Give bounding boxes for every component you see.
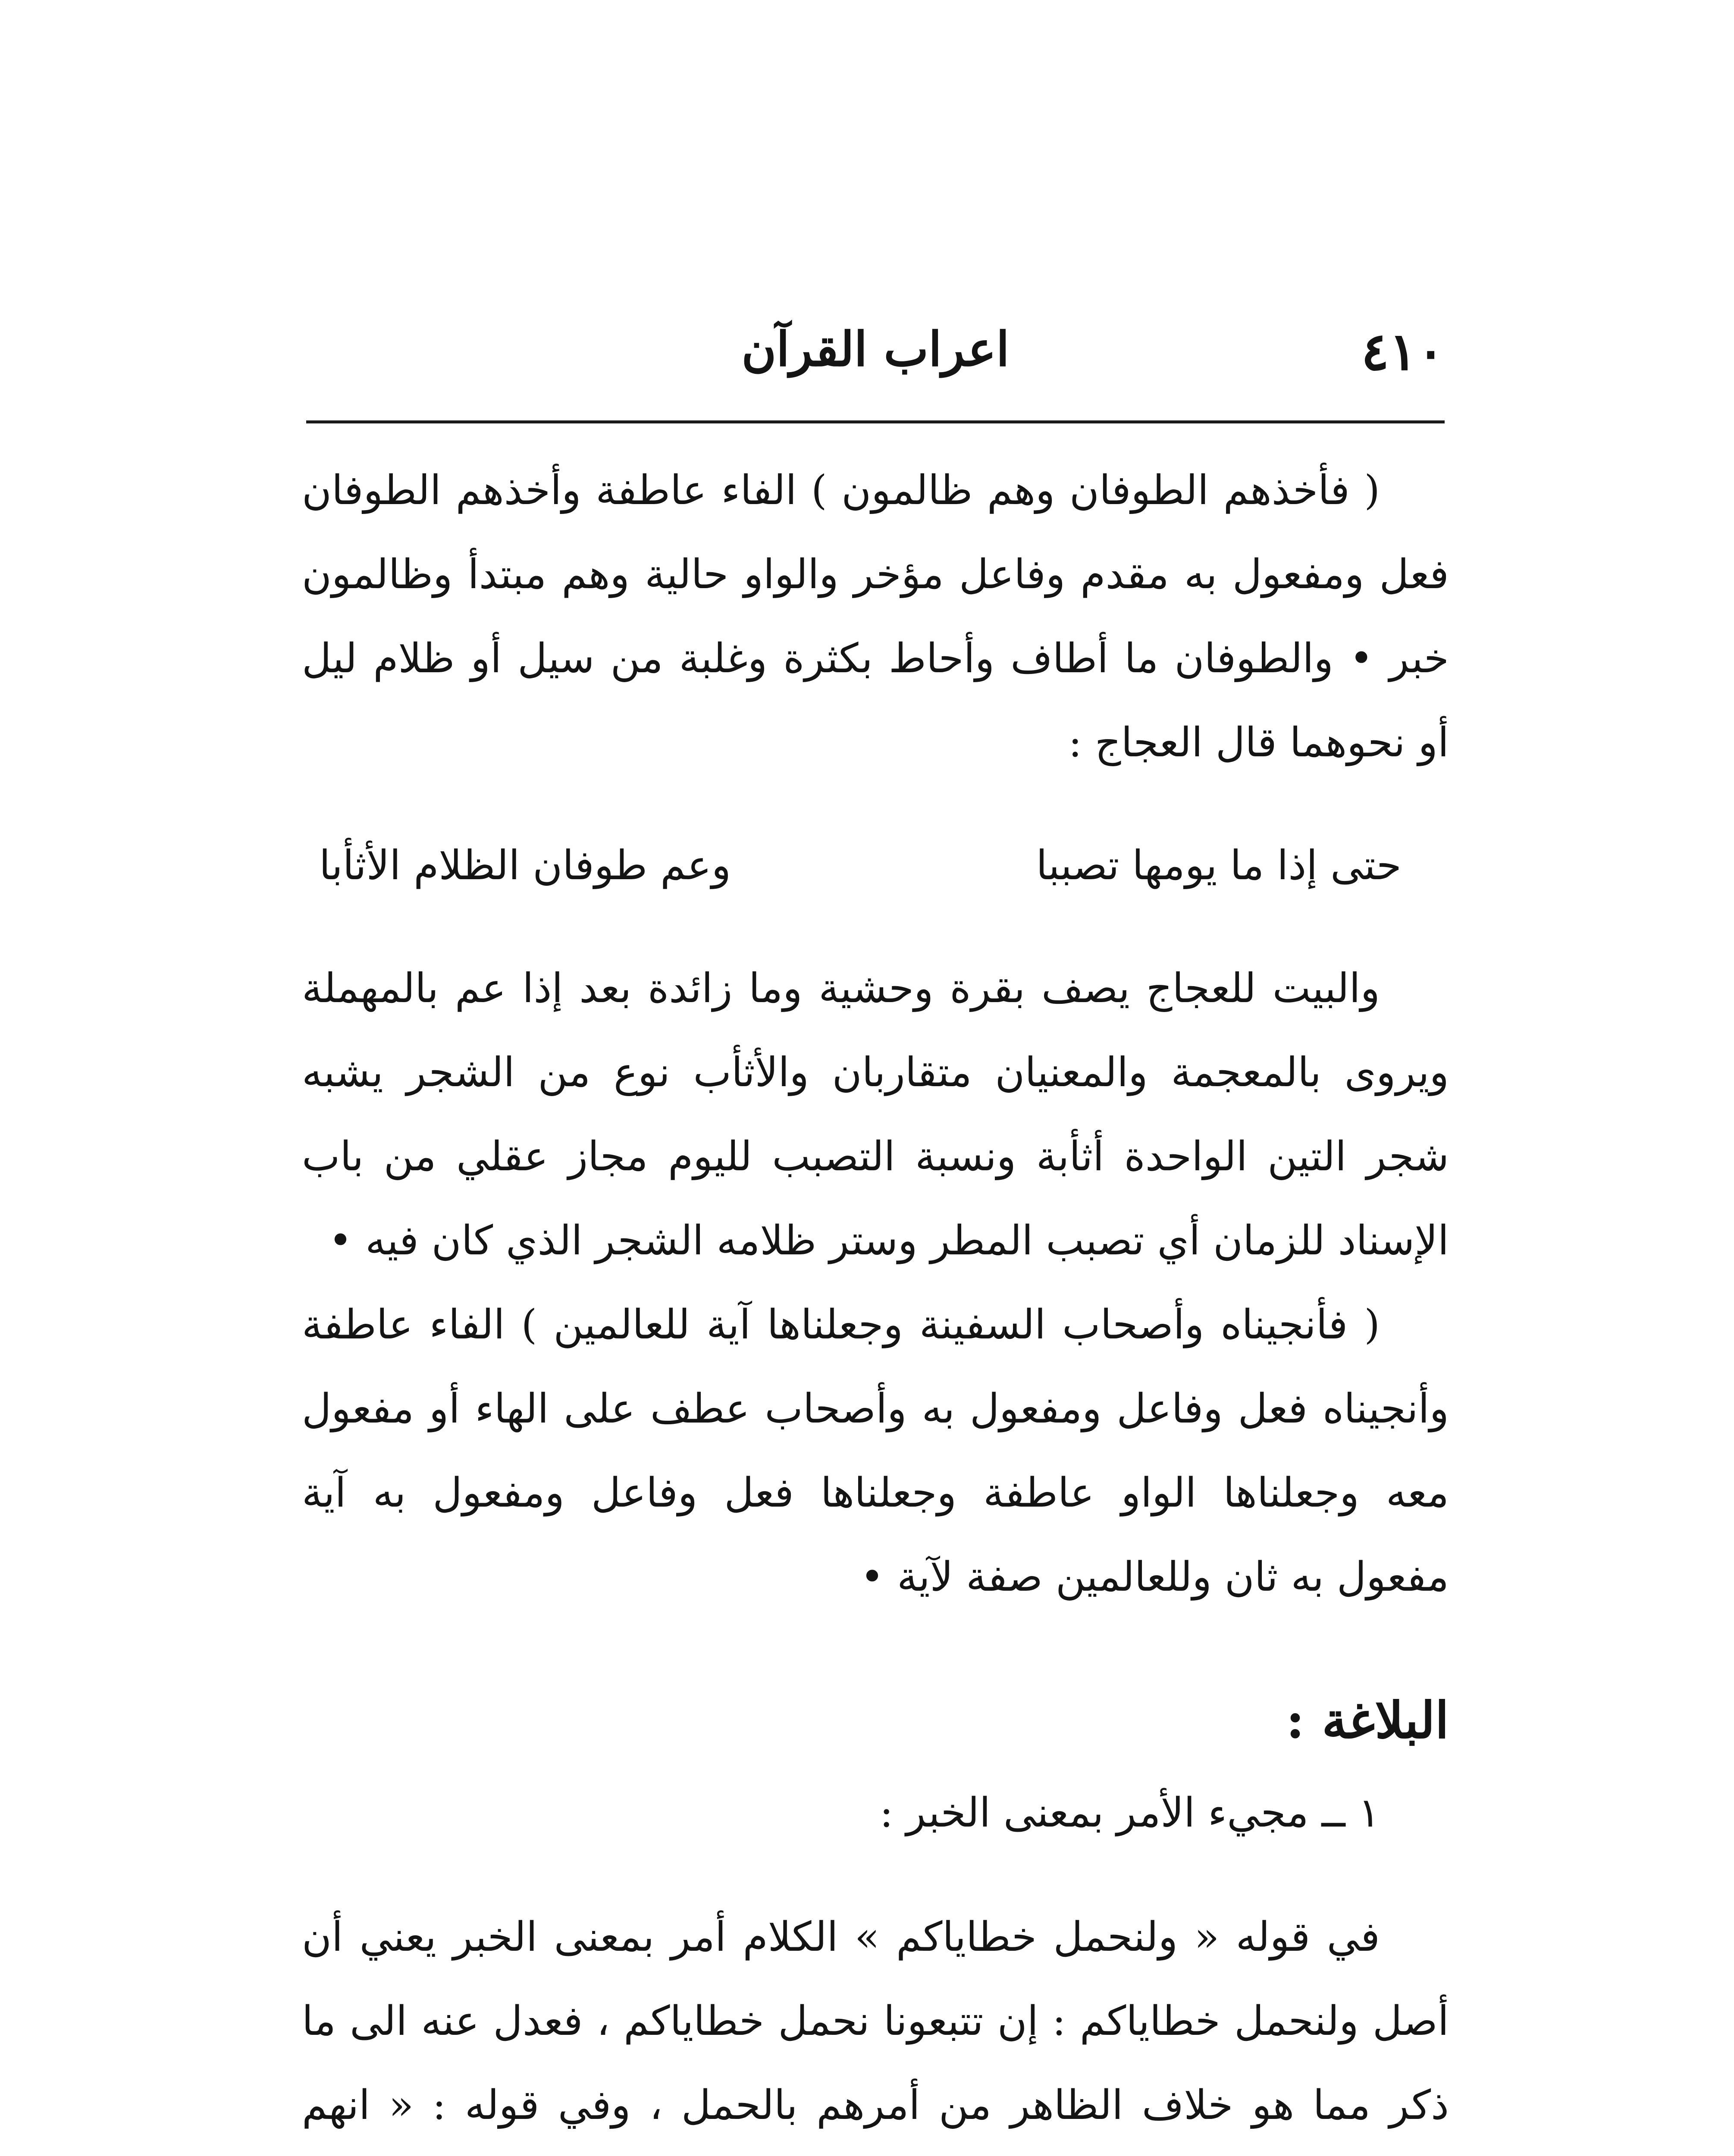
paragraph-verse-explanation: والبيت للعجاج يصف بقرة وحشية وما زائدة بعد إذا عم بالمهملة ويروى بالمعجمة والمعنيان متقاربان والأثأب نوع من الشجر يشبه شجر التين الواحدة أثأبة ونسبة التصبب لليوم مجاز عقلي من باب الإسناد للزمان أي تصبب المطر وستر ظلامه الشجر الذي كان فيه • xyxy=(302,965,1449,1264)
page-body xyxy=(302,448,1449,2156)
section-heading-balagha: البلاغة : xyxy=(1286,1691,1449,1750)
page-number: ٤١٠ xyxy=(1361,321,1445,382)
verse-second-hemistich: وعم طوفان الظلام الأثأبا xyxy=(319,842,731,889)
poetry-verse xyxy=(319,824,1402,908)
spacer xyxy=(302,908,1449,946)
page-header xyxy=(306,321,1445,386)
header-divider xyxy=(306,420,1445,423)
rhetoric-point-1: ١ ــ مجيء الأمر بمعنى الخبر : xyxy=(879,1789,1380,1836)
spacer xyxy=(302,1856,1449,1895)
paragraph-flood: ( فأخذهم الطوفان وهم ظالمون ) الفاء عاطفة وأخذهم الطوفان فعل ومفعول به مقدم وفاعل مؤخر والواو حالية وهم مبتدأ وظالمون خبر • والطوفان ما أطاف وأحاط بكثرة وغلبة من سيل أو ظلام ليل أو نحوهما قال العجاج : xyxy=(302,467,1449,766)
spacer xyxy=(302,785,1449,824)
paragraph-command-as-news: في قوله « ولنحمل خطاياكم » الكلام أمر بمعنى الخبر يعني أن أصل ولنحمل خطاياكم : إن تتبعونا نحمل خطاياكم ، فعدل عنه الى ما ذكر مما هو خلاف الظاهر من أمرهم بالحمل ، وفي قوله : « انهم xyxy=(302,1914,1449,2129)
book-title: اعراب القرآن xyxy=(741,321,1010,377)
spacer xyxy=(302,1619,1449,1671)
verse-first-hemistich: حتى إذا ما يومها تصببا xyxy=(1036,842,1402,889)
paragraph-ship: ( فأنجيناه وأصحاب السفينة وجعلناها آية للعالمين ) الفاء عاطفة وأنجيناه فعل وفاعل ومفعول به وأصحاب عطف على الهاء أو مفعول معه وجعلناها الواو عاطفة وجعلناها فعل وفاعل ومفعول به آية مفعول به ثان وللعالمين صفة لآية • xyxy=(302,1301,1449,1601)
